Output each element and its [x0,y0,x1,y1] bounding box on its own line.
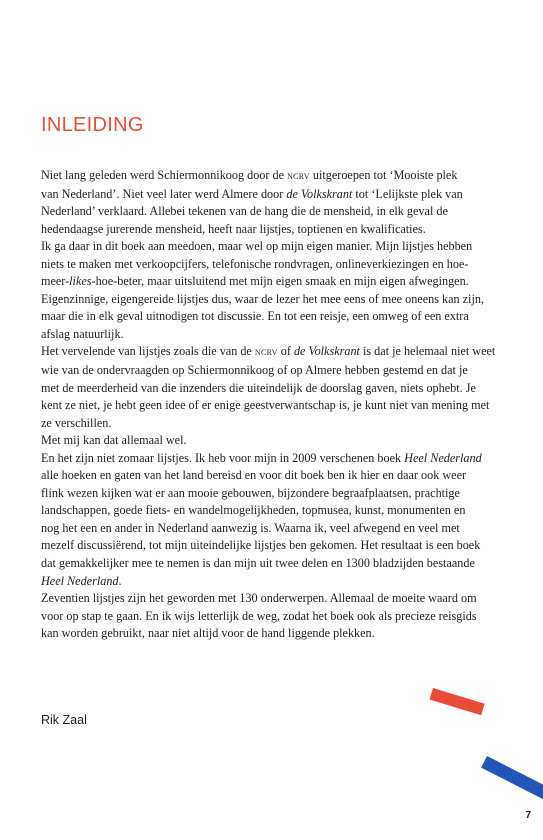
page-heading: INLEIDING [41,114,144,136]
text-line [41,186,511,204]
text-line [41,256,511,274]
text-line [41,537,511,555]
italic-title: Heel Nederland [41,573,119,588]
text-segment: kan worden gebruikt, naar niet altijd voor de hand liggende plekken. [41,626,375,641]
italic-title: de Volkskrant [286,186,353,201]
paragraph [41,432,511,450]
text-segment: flink wezen kijken wat er aan mooie gebouwen, bijzondere begraafplaatsen, prachtige [41,485,460,500]
text-segment: niets te maken met verkoopcijfers, telefonische rondvragen, onlineverkiezingen en hoe- [41,256,469,271]
italic-title: Heel Nederland [404,450,482,465]
text-line [41,590,511,608]
text-segment: wie van de ondervraagden op Schiermonnikoog of op Almere hebben gestemd en dat je [41,363,468,378]
red-decorative-stripe [429,688,484,715]
text-line [41,415,511,433]
text-segment: landschappen, goede fiets- en wandelmogelijkheden, topmusea, kunst, monumenten en [41,503,466,518]
text-line [41,573,511,591]
text-segment: Zeventien lijstjes zijn het geworden met 130 onderwerpen. Allemaal de moeite waard om [41,591,477,606]
text-line [41,467,511,485]
text-segment: En het zijn niet zomaar lijstjes. Ik heb voor mijn in 2009 verschenen boek [41,450,405,465]
text-line [41,450,511,468]
text-segment: Met mij kan dat allemaal wel. [41,433,187,448]
text-segment: van Nederland’. Niet veel later werd Almere door [41,186,287,201]
text-line [41,520,511,538]
text-line [41,608,511,626]
text-line [41,326,511,344]
text-segment: Niet lang geleden werd Schiermonnikoog door de [41,168,288,182]
text-segment: kent ze niet, je hebt geen idee of er enige geestverwantschap is, je kunt niet van mening met [41,398,490,413]
small-caps-name: ncrv [287,170,310,182]
text-segment: uitgeroepen tot ‘Mooiste plek [309,168,458,182]
text-line [41,167,511,186]
text-segment: dat gemakkelijker mee te nemen is dan mijn uit twee delen en 1300 bladzijden bestaande [41,556,475,571]
text-line [41,362,511,380]
text-segment: tot ‘Lelijkste plek van [352,186,463,201]
paragraph [41,450,511,590]
paragraph [41,238,511,343]
text-segment: met de meerderheid van die inzenders die uiteindelijk de doorslag gaven, niets ophebt. Je [41,380,476,395]
text-segment: Eigenzinnige, eigengereide lijstjes dus, waar de lezer het mee eens of mee oneens kan zijn, [41,291,484,306]
text-segment: mezelf discussiërend, tot mijn uiteindelijke lijstjes ben gekomen. Het resultaat is een boek [41,538,481,553]
text-line [41,343,511,362]
text-line [41,432,511,450]
text-segment: . [118,573,122,588]
text-segment: voor op stap te gaan. En ik wijs letterlijk de weg, zodat het boek ook als precieze reisgids [41,608,477,623]
text-segment: Ik ga daar in dit boek aan meedoen, maar wel op mijn eigen manier. Mijn lijstjes hebben [41,239,473,254]
text-segment: is dat je helemaal niet weet [359,344,496,359]
text-segment: afslag natuurlijk. [41,326,124,341]
text-segment: maar die in elk geval uitnodigen tot discussie. En tot een reisje, een omweg of een extra [41,309,469,324]
text-segment: alle hoeken en gaten van het land bereisd en voor dit boek ben ik hier en daar ook weer [41,468,467,483]
author-signature: Rik Zaal [41,713,87,727]
text-segment: Het vervelende van lijstjes zoals die van de [41,344,255,359]
italic-title: likes [69,274,92,289]
text-segment: hedendaagse jurerende mensheid, heeft naar lijstjes, toptienen en kwalificaties. [41,221,426,236]
text-line [41,502,511,520]
page-number: 7 [525,810,531,821]
text-segment: meer- [41,274,70,289]
text-segment: -hoe-beter, maar uitsluitend met mijn eigen smaak en mijn eigen afwegingen. [91,274,469,289]
italic-title: de Volkskrant [293,344,360,359]
text-line [41,625,511,643]
text-line [41,308,511,326]
text-segment: Nederland’ verklaard. Allebei tekenen van de hang die de mensheid, in elk geval de [41,204,448,219]
text-line [41,555,511,573]
text-line [41,485,511,503]
text-segment: ze verschillen. [41,415,112,430]
blue-decorative-stripe [481,756,543,799]
paragraph [41,590,511,643]
text-line [41,221,511,239]
text-segment: nog het een en ander in Nederland aanwezig is. Waarna ik, veel afwegend en veel met [41,520,460,535]
paragraph [41,167,511,238]
paragraph [41,343,511,432]
introduction-text [41,167,511,643]
text-line [41,238,511,256]
text-line [41,273,511,291]
text-segment: of [277,344,294,359]
text-line [41,291,511,309]
text-line [41,203,511,221]
text-line [41,380,511,398]
text-line [41,397,511,415]
small-caps-name: ncrv [254,346,278,359]
